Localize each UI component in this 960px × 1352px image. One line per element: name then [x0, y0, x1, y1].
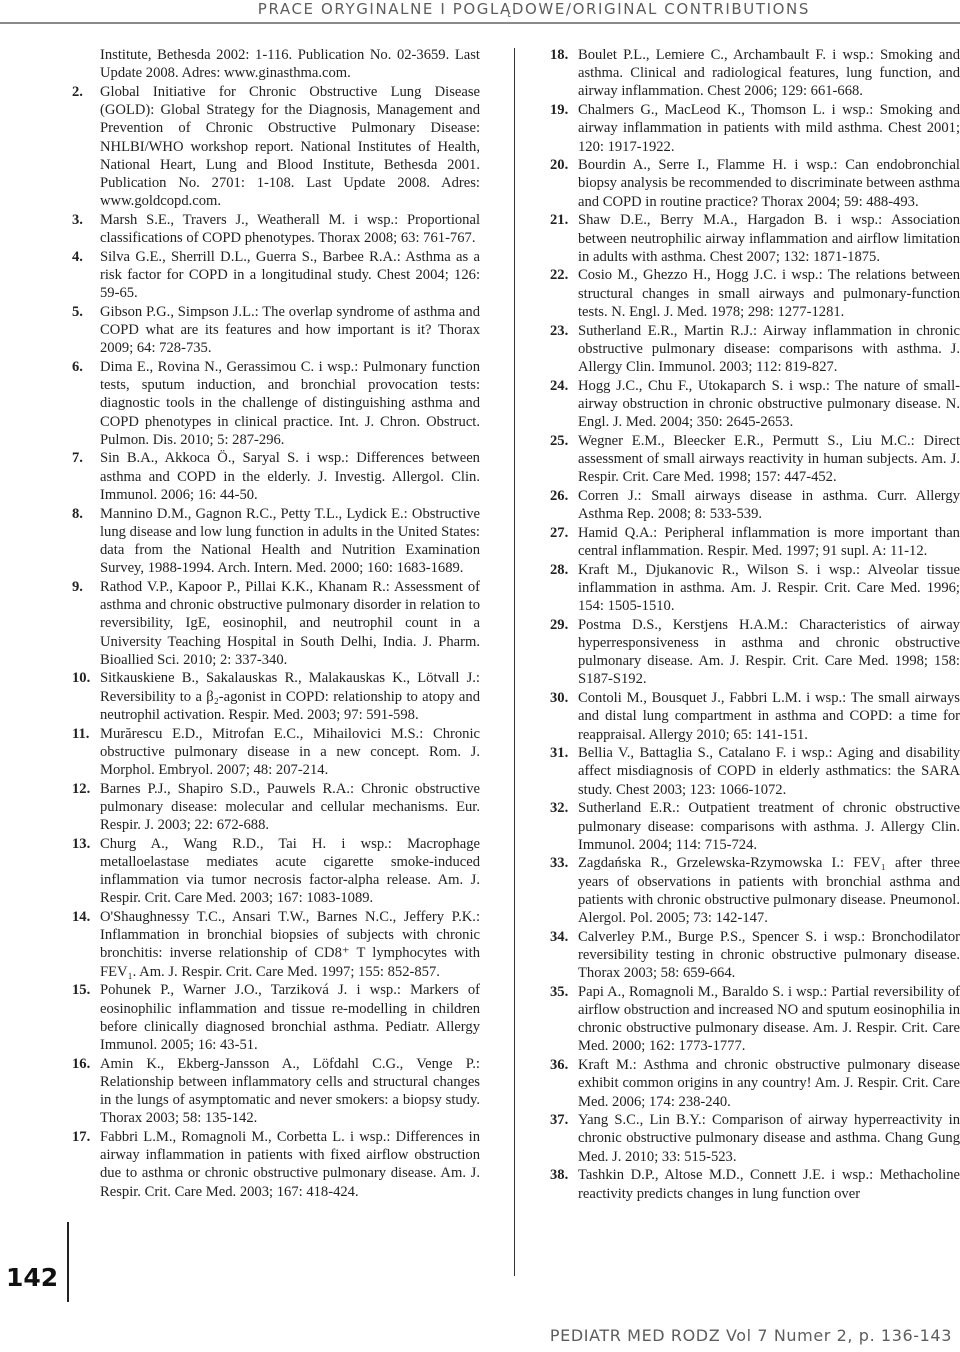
reference-text: Alveolar tissue inflammation in asthma. Am. J. Respir. Crit. Care Med. 1996; 154: 1505-1510.	[578, 561, 960, 615]
reference-number: 21.	[550, 212, 569, 229]
reference-text: Can endobronchial biopsy analysis be recommended to discriminate between asthma and COPD in routine practice? Thorax 2004; 59: 488-493.	[578, 157, 960, 210]
reference-item	[550, 101, 960, 156]
reference-item	[550, 524, 960, 560]
reference-item	[550, 432, 960, 487]
reference-number: 33.	[550, 855, 569, 872]
reference-item	[550, 322, 960, 377]
reference-authors: Zagdańska R., Grzelewska-Rzymowska I.:	[578, 855, 845, 872]
reference-number: 16.	[72, 1055, 91, 1072]
reference-authors: Rathod V.P., Kapoor P., Pillai K.K., Khanam R.:	[100, 578, 390, 595]
reference-text: Proportional classifications of COPD phenotypes. Thorax 2008; 63: 761-767.	[100, 211, 480, 247]
reference-authors: Sutherland E.R., Martin R.J.:	[578, 322, 758, 339]
reference-text: Institute, Bethesda 2002: 1-116. Publication No. 02-3659. Last Update 2008. Adres: www.ginasthma.com.	[100, 47, 480, 82]
reference-authors: Calverley P.M., Burge P.S., Spencer S. i wsp.:	[578, 928, 866, 945]
reference-authors: Churg A., Wang R.D., Tai H. i wsp.:	[100, 835, 392, 852]
reference-item	[72, 248, 480, 303]
reference-number: 25.	[550, 432, 569, 449]
reference-authors: Kraft M.:	[578, 1057, 637, 1074]
reference-authors: Mannino D.M., Gagnon R.C., Petty T.L., Lydick E.:	[100, 505, 408, 522]
reference-item	[72, 449, 480, 504]
reference-authors: Amin K., Ekberg-Jansson A., Löfdahl C.G., Venge P.:	[100, 1055, 480, 1072]
reference-authors: Hamid Q.A.:	[578, 524, 658, 541]
reference-number: 29.	[550, 616, 569, 633]
reference-authors: Contoli M., Bousquet J., Fabbri L.M. i wsp.:	[578, 690, 847, 707]
reference-number: 13.	[72, 835, 91, 852]
reference-authors: Marsh S.E., Travers J., Weatherall M. i wsp.:	[100, 211, 399, 228]
reference-text: Comparison of airway hyperreactivity in chronic obstructive pulmonary disease and asthma. Chang Gung Med. J. 2010; 33: 515-523.	[578, 1112, 960, 1165]
reference-text: Direct assessment of small airways reactivity in human subjects. Am. J. Respir. Crit. Care Med. 1998; 157: 447-452.	[578, 432, 960, 486]
reference-item	[550, 854, 960, 927]
reference-authors: Postma D.S., Kerstjens H.A.M.:	[578, 616, 789, 633]
page-number-rule	[67, 1222, 69, 1302]
reference-number: 37.	[550, 1112, 569, 1129]
reference-text: Macrophage metalloelastase mediates acute cigarette smoke-induced inflammation via tumor necrosis factor-alpha release. Am. J. Respir. Crit. Care Med. 2003; 167: 1083-1089.	[100, 835, 480, 907]
reference-text: Asthma and chronic obstructive pulmonary disease exhibit common origins in any country! Am. J. Respir. Crit. Care Med. 2006; 174: 238-240.	[578, 1057, 960, 1110]
column-divider	[514, 48, 515, 1276]
reference-number: 28.	[550, 561, 569, 578]
reference-number: 14.	[72, 909, 91, 926]
running-header	[0, 0, 960, 22]
reference-item	[72, 908, 480, 981]
reference-item	[550, 1056, 960, 1111]
reference-number: 31.	[550, 745, 569, 762]
left-column	[72, 46, 480, 1201]
reference-text: Differences in airway inflammation in patients with fixed airflow obstruction due to asthma or chronic obstructive pulmonary disease. Am. J. Respir. Crit. Care Med. 2003; 167: 418-424.	[100, 1128, 480, 1200]
reference-authors: Dima E., Rovina N., Gerassimou C. i wsp.:	[100, 358, 359, 375]
reference-text: Chronic obstructive pulmonary disease in a new concept. Rom. J. Morphol. Embryol. 2007; 48: 207-214.	[100, 725, 480, 778]
reference-item	[72, 578, 480, 669]
reference-text: The overlap syndrome of asthma and COPD what are its features and how important is it? Thorax 2009; 64: 728-735.	[100, 303, 480, 357]
reference-item	[550, 266, 960, 321]
reference-item	[72, 835, 480, 908]
reference-text: FEV₁ after three years of observations in patients with bronchial asthma and patients with chronic obstructive pulmonary disease. Pneumonol. Alergol. Pol. 2005; 73: 142-147.	[578, 855, 960, 927]
reference-authors: Barnes P.J., Shapiro S.D., Pauwels R.A.:	[100, 780, 355, 797]
reference-authors: Silva G.E., Sherrill D.L., Guerra S., Barbee R.A.:	[100, 248, 401, 265]
reference-text: Small airways disease in asthma. Curr. Allergy Asthma Rep. 2008; 8: 533-539.	[578, 487, 960, 523]
reference-item	[72, 211, 480, 247]
reference-item	[550, 1111, 960, 1166]
reference-text: Bronchodilator reversibility testing in chronic obstructive pulmonary disease. Thorax 2003; 58: 659-664.	[578, 928, 960, 982]
reference-item	[550, 689, 960, 744]
reference-text: Methacholine reactivity predicts changes in lung function over	[578, 1167, 960, 1202]
reference-number: 9.	[72, 578, 83, 595]
reference-authors: Pohunek P., Warner J.O., Tarziková J. i wsp.:	[100, 982, 401, 999]
reference-number: 22.	[550, 267, 569, 284]
reference-item	[72, 83, 480, 210]
reference-authors: Cosio M., Ghezzo H., Hogg J.C. i wsp.:	[578, 267, 823, 284]
reference-text: Differences between asthma and COPD in the elderly. J. Investig. Allergol. Clin. Immunol. 2006; 16: 44-50.	[100, 450, 480, 503]
reference-number: 5.	[72, 303, 83, 320]
reference-text: Pulmonary function tests, sputum induction, and bronchial provocation tests: diagnostic tools in the challenge of distinguishing asthma and COPD phenotypes in clinical practice. Int. J. Chron. Obstruct. Pulmon. Dis. 2010; 5: 287-296.	[100, 358, 480, 448]
reference-number: 4.	[72, 248, 83, 265]
reference-authors: Sutherland E.R.:	[578, 800, 680, 817]
reference-number: 32.	[550, 800, 569, 817]
reference-list-left	[72, 83, 480, 1201]
reference-text: Markers of eosinophilic inflammation and tissue re-modelling in children before clinically diagnosed bronchial asthma. Pediatr. Allergy Immunol. 2005; 16: 43-51.	[100, 982, 480, 1053]
reference-text: The small airways and distal lung compartment in asthma and COPD: a time for reappraisal. Allergy 2010; 65: 141-151.	[578, 690, 960, 743]
reference-item	[550, 561, 960, 616]
reference-number: 20.	[550, 157, 569, 174]
reference-text: Outpatient treatment of chronic obstructive pulmonary disease: comparisons with asthma. J. Allergy Clin. Immunol. 2004; 114: 715-724.	[578, 800, 960, 853]
reference-authors: Wegner E.M., Bleecker E.R., Permutt S., Liu M.C.:	[578, 432, 915, 449]
reference-item	[72, 1128, 480, 1201]
reference-text: Smoking and asthma. Clinical and radiological features, lung function, and airway inflammation. Chest 2006; 129: 661-668.	[578, 47, 960, 100]
reference-authors: Sin B.A., Akkoca Ö., Saryal S. i wsp.:	[100, 450, 349, 467]
reference-item	[72, 1055, 480, 1128]
reference-number: 6.	[72, 358, 83, 375]
reference-number: 3.	[72, 211, 83, 228]
header-title: PRACE ORYGINALNE I POGLĄDOWE/ORIGINAL CONTRIBUTIONS	[257, 0, 810, 18]
reference-authors: Murărescu E.D., Mitrofan E.C., Mihailovici M.S.:	[100, 725, 424, 742]
reference-number: 19.	[550, 102, 569, 119]
reference-continuation	[72, 46, 480, 82]
reference-item	[72, 780, 480, 835]
reference-text: Characteristics of airway hyperresponsiveness in asthma and chronic obstructive pulmonary disease. Am. J. Respir. Crit. Care Med. 1998; 158: S187-S192.	[578, 616, 960, 688]
reference-number: 38.	[550, 1167, 569, 1184]
reference-number: 34.	[550, 928, 569, 945]
reference-item	[550, 1166, 960, 1202]
reference-item	[72, 303, 480, 358]
reference-item	[550, 983, 960, 1056]
reference-authors: Chalmers G., MacLeod K., Thomson L. i wsp.:	[578, 102, 874, 119]
reference-item	[550, 616, 960, 689]
reference-authors: Sitkauskiene B., Sakalauskas R., Malakauskas K., Lötvall J.:	[100, 670, 480, 687]
reference-text: Global Initiative for Chronic Obstructive Lung Disease (GOLD): Global Strategy for the Diagnosis, Management and Prevention of Chronic Obstructive Pulmonary Disease: NHLBI/WHO workshop report. National Institutes of Health, National Heart, Lung and Blood Institute, Bethesda 2001. Publication No. 2701: 1-108. Last Update 2008. Adres: www.goldcopd.com.	[100, 83, 480, 210]
reference-authors: Hogg J.C., Chu F., Utokaparch S. i wsp.:	[578, 377, 830, 394]
reference-text: Aging and disability affect misdiagnosis of COPD in elderly asthmatics: the SARA study. Chest 2003; 123: 1066-1072.	[578, 745, 960, 798]
reference-item	[550, 156, 960, 211]
reference-number: 36.	[550, 1057, 569, 1074]
reference-number: 27.	[550, 524, 569, 541]
right-column	[550, 46, 960, 1203]
reference-text: Assessment of asthma and chronic obstructive pulmonary disorder in relation to reversibility, IgE, eosinophil, and neutrophil count in a University Teaching Hospital in South Delhi, India. J. Pharm. Bioallied Sci. 2010; 2: 337-340.	[100, 578, 480, 668]
reference-authors: Tashkin D.P., Altose M.D., Connett J.E. i wsp.:	[578, 1167, 874, 1184]
reference-text: The relations between structural changes in small airways and pulmonary-function tests. N. Engl. J. Med. 1978; 298: 1277-1281.	[578, 267, 960, 320]
reference-item	[72, 358, 480, 449]
reference-text: Partial reversibility of airflow obstruction and increased NO and sputum eosinophilia in chronic obstructive pulmonary disease. Am. J. Respir. Crit. Care Med. 2000; 162: 1773-1777.	[578, 983, 960, 1055]
footer-citation: PEDIATR MED RODZ Vol 7 Numer 2, p. 136-143	[549, 1326, 952, 1345]
reference-item	[550, 928, 960, 983]
reference-item	[72, 981, 480, 1054]
reference-number: 17.	[72, 1128, 91, 1145]
reference-text: Peripheral inflammation is more important than central inflammation. Respir. Med. 1997; 91 supl. A: 11-12.	[578, 524, 960, 559]
reference-authors: Shaw D.E., Berry M.A., Hargadon B. i wsp.:	[578, 212, 883, 229]
reference-number: 12.	[72, 780, 91, 797]
reference-text: Chronic obstructive pulmonary disease: molecular and cellular mechanisms. Eur. Respir. J. 2003; 22: 672-688.	[100, 780, 481, 834]
reference-number: 8.	[72, 505, 83, 522]
reference-text: Relationship between inflammatory cells and structural changes in the lungs of asymptomatic and never smokers: a biopsy study. Thorax 2003; 58: 135-142.	[100, 1073, 480, 1127]
reference-item	[550, 487, 960, 523]
reference-authors: Fabbri L.M., Romagnoli M., Corbetta L. i wsp.:	[100, 1128, 391, 1145]
reference-number: 26.	[550, 487, 569, 504]
reference-number: 11.	[72, 725, 90, 742]
reference-authors: Papi A., Romagnoli M., Baraldo S. i wsp.:	[578, 983, 828, 1000]
reference-text: Association between neutrophilic airway inflammation and airflow limitation in adults with asthma. Chest 2007; 132: 1871-1875.	[578, 212, 960, 265]
reference-authors: O'Shaughnessy T.C., Ansari T.W., Barnes N.C., Jeffery P.K.:	[100, 909, 480, 926]
reference-item	[72, 669, 480, 724]
reference-authors: Kraft M., Djukanovic R., Wilson S. i wsp.:	[578, 561, 861, 578]
reference-list-right	[550, 46, 960, 1203]
reference-text: The nature of small-airway obstruction in chronic obstructive pulmonary disease. N. Engl. J. Med. 2004; 350: 2645-2653.	[578, 377, 960, 431]
reference-text: Airway inflammation in chronic obstructive pulmonary disease: comparisons with asthma. J. Allergy Clin. Immunol. 2003; 112: 819-827.	[578, 322, 960, 375]
reference-text: Inflammation in bronchial biopsies of subjects with chronic bronchitis: inverse relationship of CD8⁺ T lymphocytes with FEV₁. Am. J. Respir. Crit. Care Med. 1997; 155: 852-857.	[100, 927, 480, 980]
reference-item	[550, 46, 960, 101]
page-number: 142	[6, 1263, 59, 1292]
reference-number: 23.	[550, 322, 569, 339]
reference-number: 18.	[550, 47, 569, 63]
reference-item	[550, 377, 960, 432]
reference-authors: Corren J.:	[578, 487, 642, 504]
reference-authors: Yang S.C., Lin B.Y.:	[578, 1112, 706, 1129]
reference-item	[72, 505, 480, 578]
reference-item	[550, 799, 960, 854]
reference-text: Asthma as a risk factor for COPD in a longitudinal study. Chest 2004; 126: 59-65.	[100, 248, 480, 302]
reference-number: 24.	[550, 377, 569, 394]
reference-authors: Bourdin A., Serre I., Flamme H. i wsp.:	[578, 157, 838, 174]
reference-number: 15.	[72, 982, 91, 999]
reference-authors: Boulet P.L., Lemiere C., Archambault F. i wsp.:	[578, 47, 874, 63]
reference-text: Reversibility to a β₂-agonist in COPD: relationship to atopy and neutrophil activation. Respir. Med. 2003; 97: 591-598.	[100, 688, 480, 723]
reference-authors: Gibson P.G., Simpson J.L.:	[100, 303, 259, 320]
reference-text: Obstructive lung disease and low lung function in adults in the United States: data from the National Health and Nutrition Examination Survey, 1988-1994. Arch. Intern. Med. 2000; 160: 1683-1689.	[100, 505, 480, 577]
reference-authors: Bellia V., Battaglia S., Catalano F. i wsp.:	[578, 745, 833, 762]
reference-item	[550, 744, 960, 799]
reference-item	[72, 725, 480, 780]
header-rule	[0, 22, 960, 24]
reference-text: Smoking and airway inflammation in patients with mild asthma. Chest 2001; 120: 1917-1922.	[578, 102, 960, 155]
reference-number: 2.	[72, 83, 83, 100]
reference-number: 7.	[72, 450, 83, 467]
reference-number: 35.	[550, 983, 569, 1000]
reference-item	[550, 211, 960, 266]
reference-number: 10.	[72, 670, 91, 687]
reference-number: 30.	[550, 690, 569, 707]
